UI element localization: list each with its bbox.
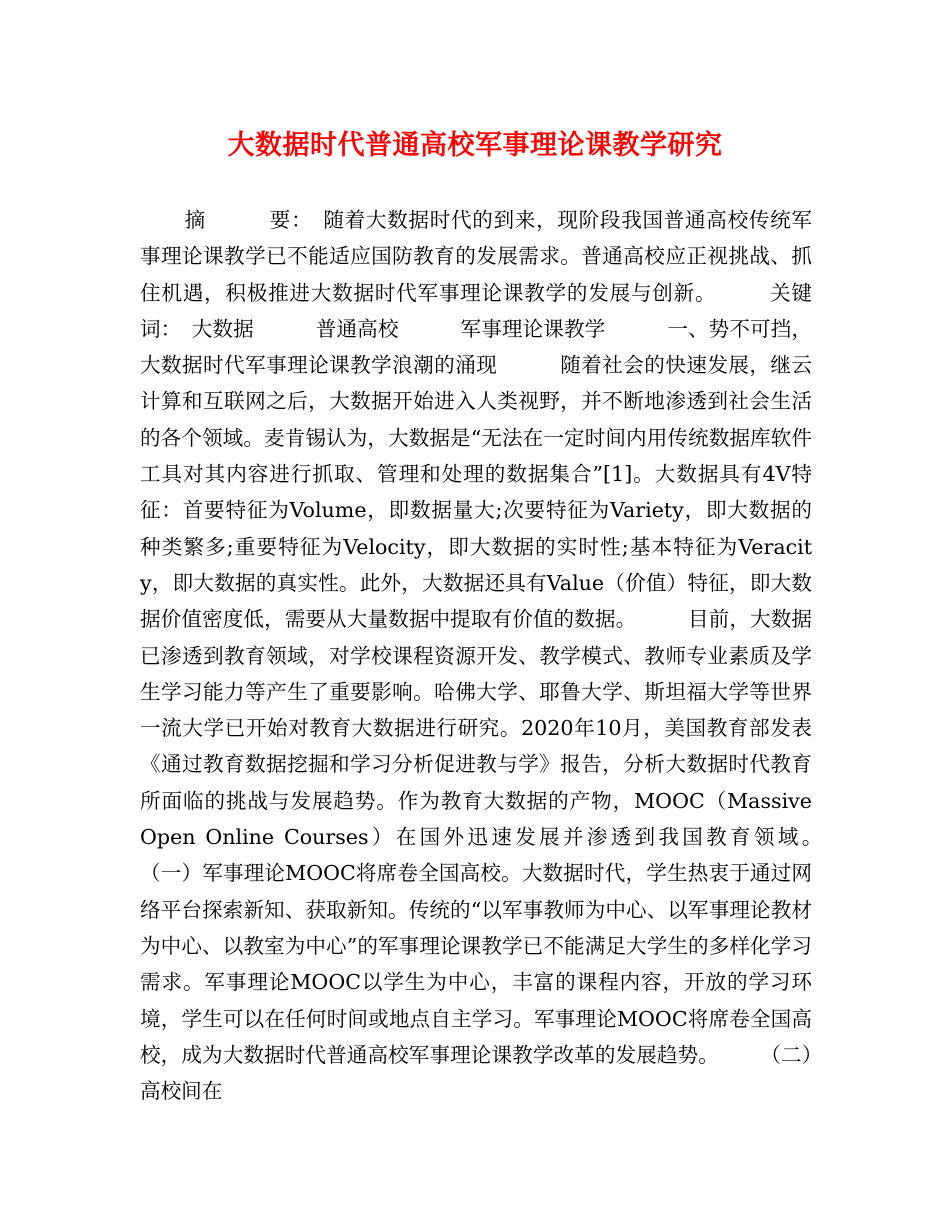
document-body [140, 202, 874, 1109]
body-paragraph: 摘 要： 随着大数据时代的到来，现阶段我国普通高校传统军事理论课教学已不能适应国防教育的发展需求。普通高校应正视挑战、抓住机遇，积极推进大数据时代军事理论课教学的发展与创新。 关键词： 大数据 普通高校 军事理论课教学 一、势不可挡，大数据时代军事理论课教学浪潮的涌现 随着社会的快速发展，继云计算和互联网之后，大数据开始进入人类视野，并不断地渗透到社会生活的各个领域。麦肯锡认为，大数据是“无法在一定时间内用传统数据库软件工具对其内容进行抓取、管理和处理的数据集合”[1]。大数据具有4V特征：首要特征为Volume，即数据量大;次要特征为Variety，即大数据的种类繁多;重要特征为Velocity，即大数据的实时性;基本特征为Veracity，即大数据的真实性。此外，大数据还具有Value（价值）特征，即大数据价值密度低，需要从大量数据中提取有价值的数据。 目前，大数据已渗透到教育领域，对学校课程资源开发、教学模式、教师专业素质及学生学习能力等产生了重要影响。哈佛大学、耶鲁大学、斯坦福大学等世界一流大学已开始对教育大数据进行研究。2020年10月，美国教育部发表《通过教育数据挖掘和学习分析促进教与学》报告，分析大数据时代教育所面临的挑战与发展趋势。作为教育大数据的产物，MOOC（Massive Open Online Courses）在国外迅速发展并渗透到我国教育领域。 （一）军事理论MOOC将席卷全国高校。大数据时代，学生热衷于通过网络平台探索新知、获取新知。传统的“以军事教师为中心、以军事理论教材为中心、以教室为中心”的军事理论课教学已不能满足大学生的多样化学习需求。军事理论MOOC以学生为中心，丰富的课程内容，开放的学习环境，学生可以在任何时间或地点自主学习。军事理论MOOC将席卷全国高校，成为大数据时代普通高校军事理论课教学改革的发展趋势。 （二）高校间在 [140, 208, 874, 1104]
document-title: 大数据时代普通高校军事理论课教学研究 [227, 130, 723, 161]
